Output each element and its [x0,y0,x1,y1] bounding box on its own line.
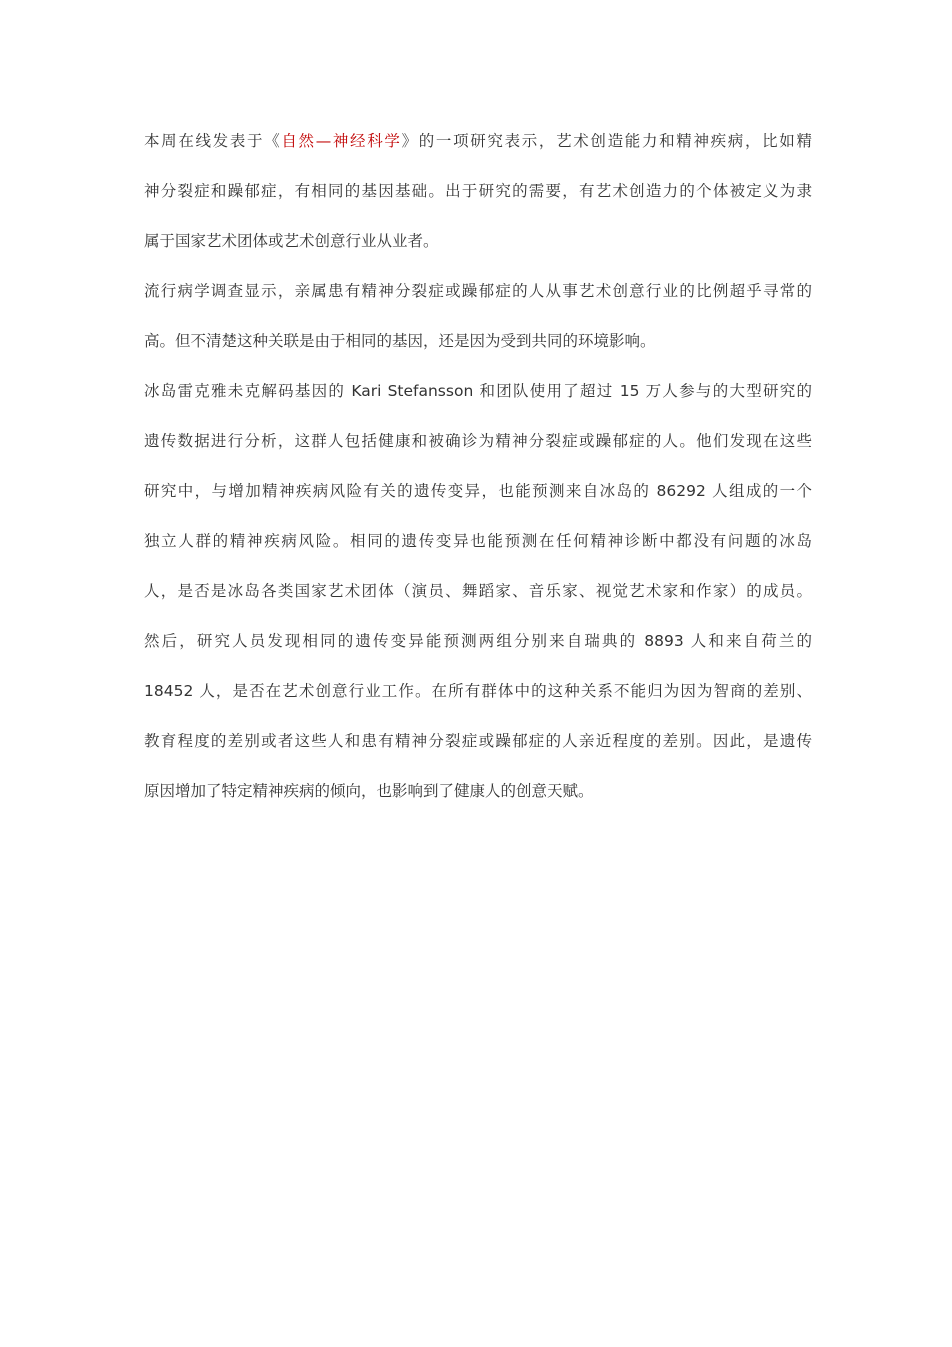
paragraph-3-line-9: 原因增加了特定精神疾病的倾向，也影响到了健康人的创意天赋。 [144,782,594,800]
paragraph-1-line-3: 属于国家艺术团体或艺术创意行业从业者。 [144,232,439,250]
article-body [144,122,812,822]
paragraph-1-intro-text: 本周在线发表于《 [144,132,282,150]
journal-link[interactable]: 自然—神经科学 [281,132,402,150]
paragraph-1-line-2: 神分裂症和躁郁症，有相同的基因基础。出于研究的需要，有艺术创造力的个体被定义为隶 [144,182,812,200]
paragraph-1-line-1-rest: 》的一项研究表示，艺术创造能力和精神疾病，比如精 [401,132,812,150]
paragraph-3-line-7: 18452 人，是否在艺术创意行业工作。在所有群体中的这种关系不能归为因为智商的差别、 [144,682,812,700]
paragraph-3-line-3: 研究中，与增加精神疾病风险有关的遗传变异，也能预测来自冰岛的 86292 人组成的一个 [144,482,812,500]
paragraph-3-line-8: 教育程度的差别或者这些人和患有精神分裂症或躁郁症的人亲近程度的差别。因此，是遗传 [144,732,812,750]
paragraph-2-line-2: 高。但不清楚这种关联是由于相同的基因，还是因为受到共同的环境影响。 [144,332,656,350]
paragraph-3-line-5: 人，是否是冰岛各类国家艺术团体（演员、舞蹈家、音乐家、视觉艺术家和作家）的成员。 [144,582,812,600]
paragraph-1-line-1 [144,122,812,172]
paragraph-2-line-1: 流行病学调查显示，亲属患有精神分裂症或躁郁症的人从事艺术创意行业的比例超乎寻常的 [144,282,812,300]
paragraph-3-line-4: 独立人群的精神疾病风险。相同的遗传变异也能预测在任何精神诊断中都没有问题的冰岛 [144,532,812,550]
paragraph-3-line-2: 遗传数据进行分析，这群人包括健康和被确诊为精神分裂症或躁郁症的人。他们发现在这些 [144,432,812,450]
paragraph-3-line-1: 冰岛雷克雅未克解码基因的 Kari Stefansson 和团队使用了超过 15 万人参与的大型研究的 [144,382,812,400]
paragraph-3-line-6: 然后，研究人员发现相同的遗传变异能预测两组分别来自瑞典的 8893 人和来自荷兰的 [144,632,812,650]
